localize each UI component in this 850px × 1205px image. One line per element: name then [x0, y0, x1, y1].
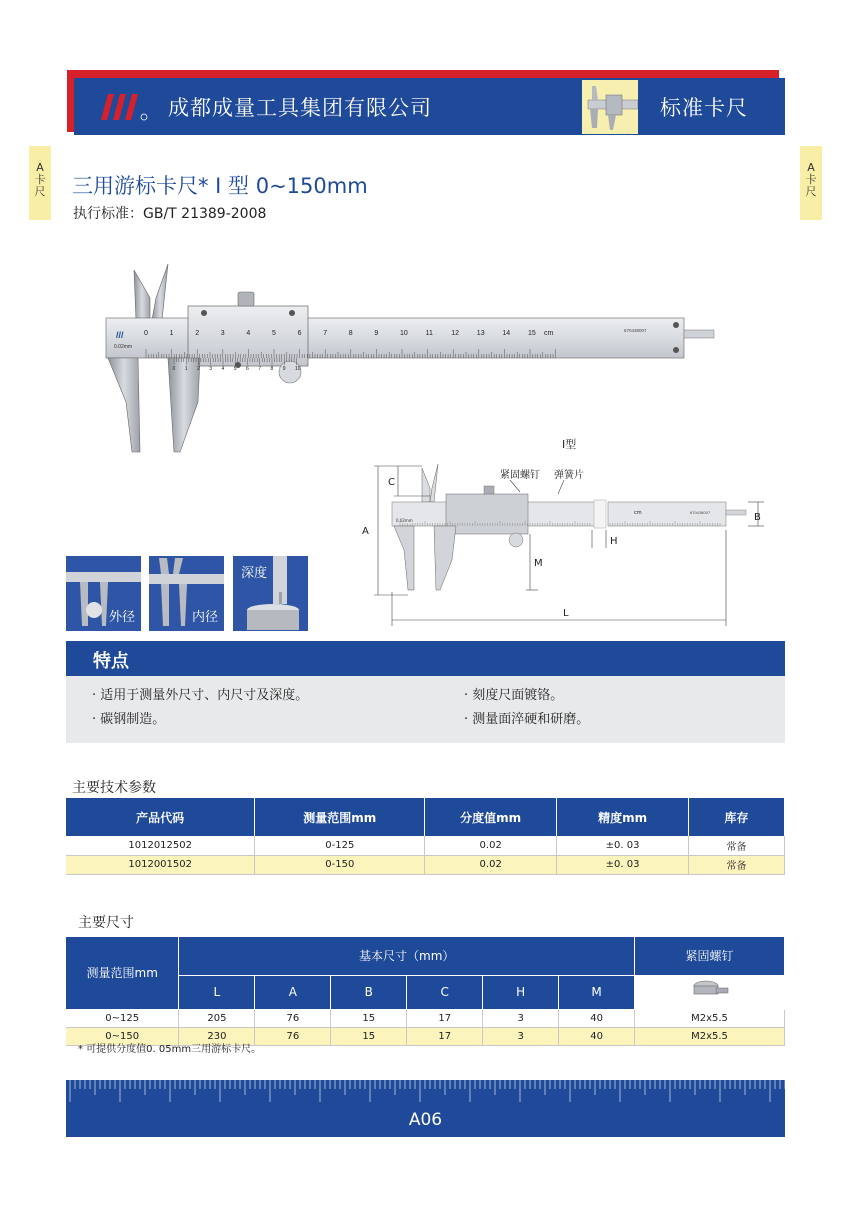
specs-header-row — [66, 798, 785, 836]
main-scale-label: 13 — [476, 330, 485, 337]
main-scale-label: 11 — [425, 330, 433, 337]
dims-cell: 76 — [255, 1009, 331, 1027]
vernier-scale-label: 0 — [172, 366, 176, 372]
features-header-bar — [66, 641, 785, 676]
side-tab-letter: A — [807, 161, 815, 174]
dims-cell: 40 — [559, 1027, 635, 1045]
dim-H: H — [610, 536, 618, 547]
vernier-scale-label: 9 — [282, 366, 286, 372]
dims-screw-header: 紧固螺钉 — [635, 937, 785, 975]
dim-A: A — [362, 526, 369, 537]
caliper-resolution: 0.02mm — [114, 344, 133, 350]
specs-col-header: 产品代码 — [66, 798, 255, 836]
feature-item: · 刻度尺面镀铬。 — [464, 688, 564, 703]
main-scale-label: 8 — [348, 330, 353, 337]
caliper-serial: 670438007 — [624, 328, 647, 333]
screw-image-cell — [635, 975, 785, 1009]
main-scale-label: 5 — [272, 330, 276, 337]
dim-L: L — [563, 608, 569, 619]
vernier-scale-label: 7 — [258, 366, 262, 372]
vernier-scale-label: 5 — [233, 366, 237, 372]
specs-cell: 0-150 — [255, 855, 425, 874]
main-scale-label: 6 — [297, 330, 302, 337]
spring-label: 弹簧片 — [554, 470, 584, 481]
side-tab-char-2: 尺 — [805, 185, 817, 198]
svg-text:///: /// — [116, 330, 124, 340]
main-scale-label: 0 — [144, 330, 148, 337]
company-name: 成都成量工具集团有限公司 — [168, 96, 432, 120]
dims-cell: 0~125 — [66, 1009, 179, 1027]
specs-col-header: 库存 — [689, 798, 785, 836]
table-row — [66, 836, 785, 855]
specs-col-header: 测量范围mm — [255, 798, 425, 836]
main-scale-label: 10 — [400, 330, 408, 337]
main-scale-label: 9 — [374, 330, 379, 337]
vernier-scale-label: 6 — [246, 366, 249, 372]
main-scale-label: 7 — [323, 330, 328, 337]
main-scale-label: 1 — [169, 330, 174, 337]
footer-ruler — [66, 1080, 785, 1137]
dims-col-header: M — [559, 975, 635, 1009]
dims-cell: M2x5.5 — [635, 1027, 785, 1045]
feature-item: · 适用于测量外尺寸、内尺寸及深度。 — [92, 688, 309, 703]
main-scale-label: 12 — [451, 330, 459, 337]
dims-cell: 15 — [331, 1027, 407, 1045]
product-standard: 执行标准：GB/T 21389-2008 — [73, 206, 267, 222]
dim-M: M — [534, 558, 543, 569]
side-tab-left[interactable] — [29, 146, 51, 220]
table-row — [66, 1009, 785, 1027]
dim-B: B — [754, 512, 761, 523]
dims-col-header: H — [483, 975, 559, 1009]
thumb-label-inner: 内径 — [191, 610, 218, 625]
side-tab-letter: A — [36, 161, 44, 174]
dims-range-header: 测量范围mm — [66, 937, 179, 1009]
header-caliper-thumbnail — [582, 80, 638, 134]
main-scale-label: 4 — [246, 330, 251, 337]
side-tab-right[interactable] — [800, 146, 822, 220]
specs-col-header: 精度mm — [557, 798, 689, 836]
thumb-depth — [233, 556, 308, 631]
main-scale-label: 14 — [502, 330, 511, 337]
diagram-serial: 670438007 — [690, 511, 711, 515]
footnote: * 可提供分度值0. 05mm三用游标卡尺。 — [78, 1044, 262, 1055]
dimensions-title: 主要尺寸 — [78, 915, 134, 931]
main-scale-label: 3 — [220, 330, 225, 337]
specs-cell: 0-125 — [255, 836, 425, 855]
side-tab-char-2: 尺 — [34, 185, 46, 198]
side-tab-char-1: 卡 — [34, 173, 46, 186]
specs-col-header: 分度值mm — [425, 798, 557, 836]
diagram-type-label: I型 — [562, 438, 577, 451]
dimension-diagram — [360, 430, 770, 630]
category-label: 标准卡尺 — [660, 96, 748, 120]
product-title: 三用游标卡尺* I 型 0~150mm — [72, 174, 368, 198]
table-row — [66, 855, 785, 874]
specs-cell: ±0. 03 — [557, 855, 689, 874]
dims-cell: 17 — [407, 1009, 483, 1027]
dims-cell: 3 — [483, 1009, 559, 1027]
specs-table — [66, 798, 785, 875]
specs-cell: 常备 — [689, 855, 785, 874]
caliper-illustration — [104, 262, 716, 458]
dims-cell: M2x5.5 — [635, 1009, 785, 1027]
dims-cell: 3 — [483, 1027, 559, 1045]
features-title: 特点 — [93, 651, 129, 672]
vernier-scale-label: 2 — [197, 366, 200, 372]
vernier-scale-label: 4 — [221, 366, 225, 372]
company-logo — [100, 92, 152, 122]
feature-item: · 测量面淬硬和研磨。 — [464, 712, 590, 727]
dim-C: C — [388, 477, 395, 488]
dims-cell: 0~150 — [66, 1027, 179, 1045]
dims-cell: 76 — [255, 1027, 331, 1045]
specs-cell: 0.02 — [425, 855, 557, 874]
specs-cell: ±0. 03 — [557, 836, 689, 855]
specs-cell: 1012001502 — [66, 855, 255, 874]
vernier-scale-label: 3 — [209, 366, 213, 372]
diagram-unit: cm — [634, 510, 642, 516]
footer-ruler-ticks — [66, 1080, 785, 1110]
dims-col-header: C — [407, 975, 483, 1009]
thumb-outer-diameter — [66, 556, 141, 631]
screw-label: 紧固螺钉 — [500, 470, 540, 481]
dims-cell: 205 — [179, 1009, 255, 1027]
caliper-unit: cm — [544, 330, 554, 337]
specs-cell: 常备 — [689, 836, 785, 855]
diagram-resolution: 0.02mm — [396, 518, 413, 523]
dimensions-table — [66, 937, 785, 1046]
dims-cell: 40 — [559, 1009, 635, 1027]
screw-icon — [688, 976, 732, 1006]
specs-title: 主要技术参数 — [72, 780, 156, 796]
side-tab-char-1: 卡 — [805, 173, 817, 186]
thumb-label-depth: 深度 — [241, 566, 268, 581]
vernier-scale-label: 1 — [184, 366, 188, 372]
thumb-inner-diameter — [149, 556, 224, 631]
vernier-scale-label: 8 — [270, 366, 274, 372]
dims-cell: 17 — [407, 1027, 483, 1045]
specs-cell: 0.02 — [425, 836, 557, 855]
dims-col-header: B — [331, 975, 407, 1009]
page-number: A06 — [408, 1110, 443, 1130]
specs-cell: 1012012502 — [66, 836, 255, 855]
dims-basic-header: 基本尺寸（mm） — [179, 937, 635, 975]
main-scale-label: 2 — [195, 330, 200, 337]
thumb-label-outer: 外径 — [108, 610, 135, 625]
dims-col-header: A — [255, 975, 331, 1009]
dims-col-header: L — [179, 975, 255, 1009]
vernier-scale-label: 10 — [295, 366, 301, 372]
main-scale-label: 15 — [528, 330, 536, 337]
dims-cell: 15 — [331, 1009, 407, 1027]
feature-item: · 碳钢制造。 — [92, 712, 166, 727]
dims-cell: 230 — [179, 1027, 255, 1045]
